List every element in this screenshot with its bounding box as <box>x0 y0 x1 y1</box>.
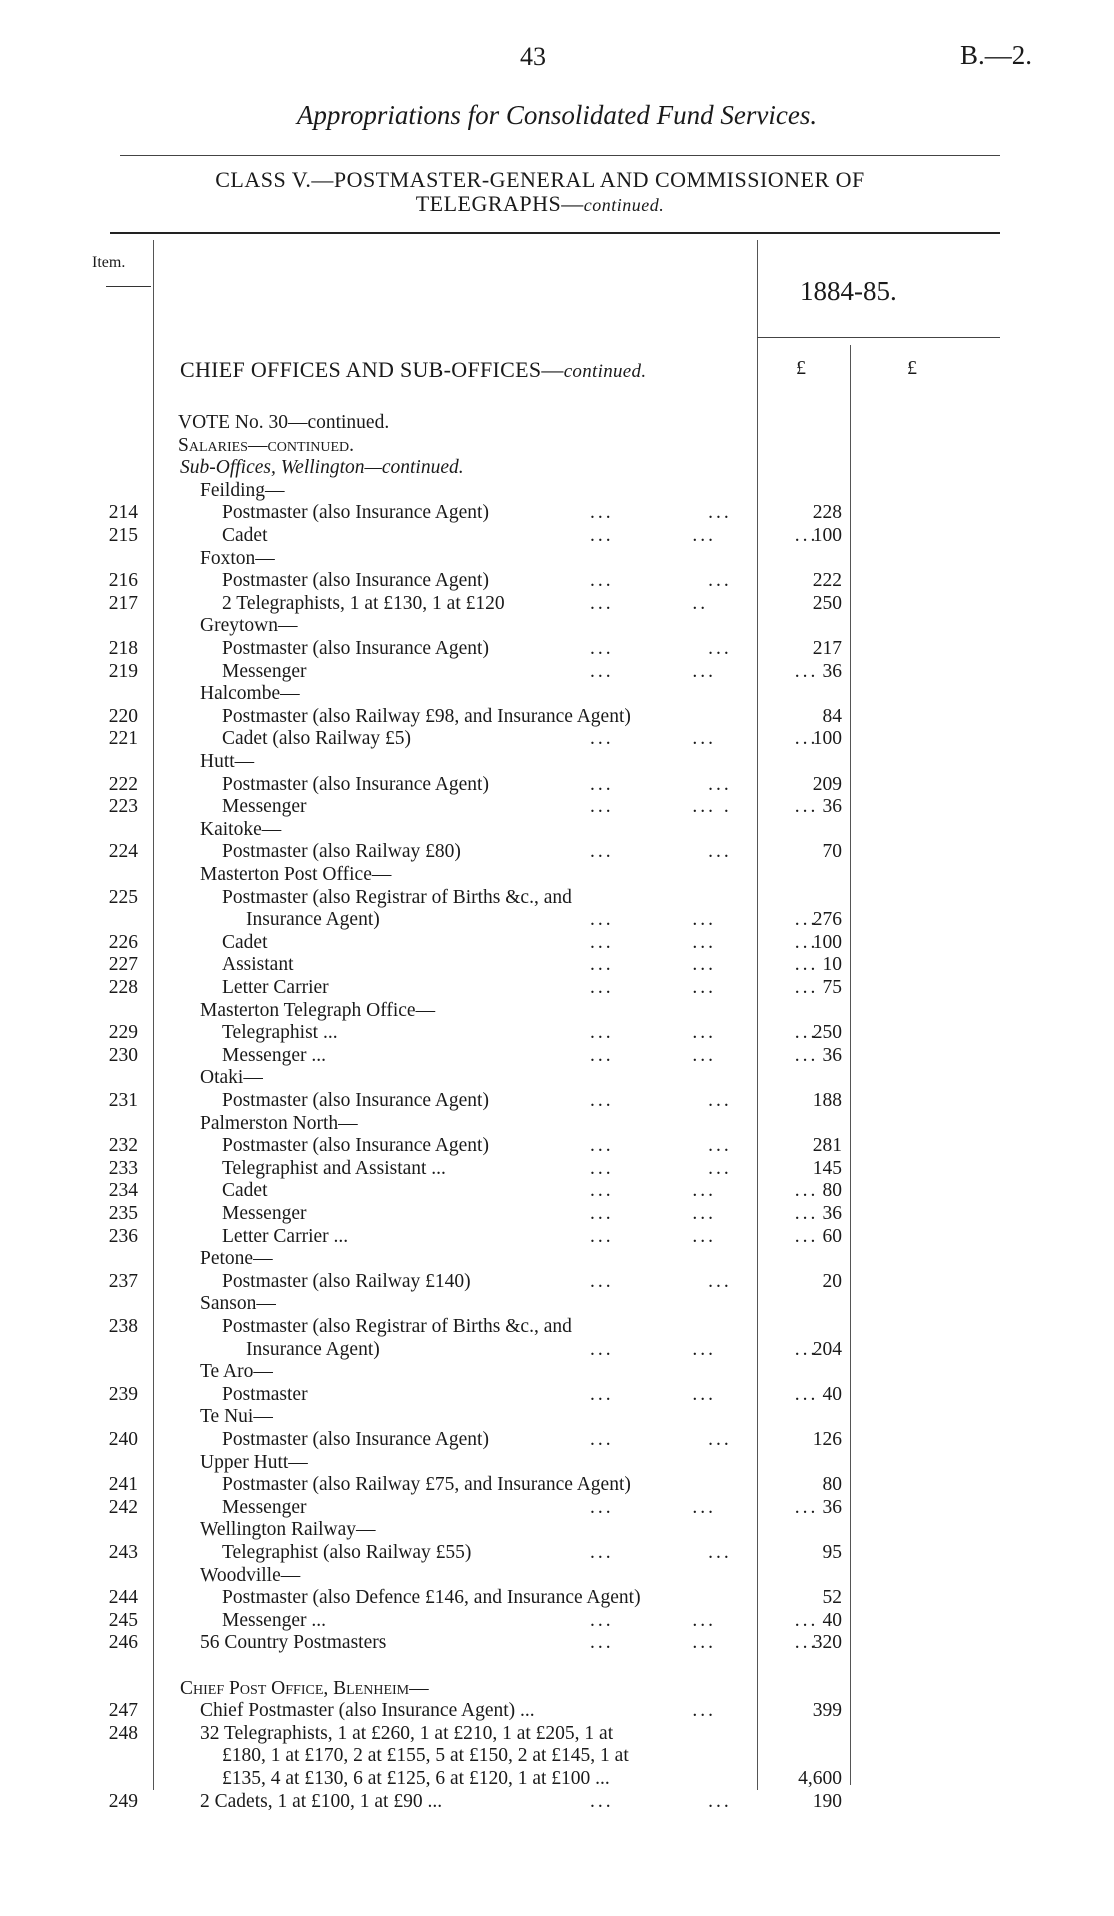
amount-value: 4,600 <box>798 1768 842 1789</box>
item-number: 221 <box>108 728 138 750</box>
table-row <box>0 1428 1114 1452</box>
table-row <box>0 1360 1114 1384</box>
currency-col2: £ <box>907 357 917 379</box>
row-label: VOTE No. 30—continued. <box>178 412 390 433</box>
table-row <box>0 1089 1114 1113</box>
row-label: Insurance Agent) <box>246 909 380 931</box>
row-label: Postmaster (also Insurance Agent) <box>222 570 489 592</box>
table-row <box>0 1722 1114 1746</box>
leader-dots: ... ... <box>590 502 732 524</box>
row-label: 56 Country Postmasters <box>200 1632 387 1654</box>
leader-dots: ... ... . ... <box>590 796 819 818</box>
row-label: Assistant <box>222 954 294 976</box>
item-number: 216 <box>108 570 138 592</box>
leader-dots: ... ... ... <box>590 1022 819 1044</box>
title-rule <box>120 155 1000 156</box>
year-header: 1884-85. <box>800 276 897 306</box>
table-row <box>0 1315 1114 1339</box>
amount-value: 228 <box>812 502 842 524</box>
row-label: Postmaster (also Insurance Agent) <box>222 773 489 795</box>
table-top-rule <box>110 232 1000 234</box>
row-label: Telegraphist ... <box>222 1022 338 1044</box>
leader-dots: ... ... ... <box>590 1044 819 1066</box>
item-number: 220 <box>108 705 138 727</box>
table-row <box>0 1744 1114 1768</box>
class-heading-line2-main: TELEGRAPHS— <box>415 191 584 216</box>
table-row <box>0 1473 1114 1497</box>
table-row <box>0 547 1114 571</box>
amount-value: 145 <box>812 1157 842 1179</box>
table-row <box>0 1338 1114 1362</box>
item-number: 246 <box>108 1632 138 1654</box>
row-label: Halcombe— <box>200 683 300 705</box>
item-number: 238 <box>108 1316 138 1337</box>
leader-dots: ... .. <box>590 592 709 614</box>
leader-dots: ... ... <box>590 1542 732 1563</box>
table-row <box>0 1496 1114 1520</box>
table-row <box>0 908 1114 932</box>
amount-value: 250 <box>812 592 842 614</box>
table-row <box>0 524 1114 548</box>
row-label: Messenger <box>222 660 307 682</box>
leader-dots: ... ... ... <box>590 660 819 682</box>
row-label: Postmaster (also Insurance Agent) <box>222 1090 489 1111</box>
amount-value: 204 <box>812 1338 842 1360</box>
leader-dots: ... ... ... <box>590 954 819 976</box>
item-number: 224 <box>108 841 138 863</box>
row-label: Letter Carrier <box>222 977 329 998</box>
table-row <box>0 1179 1114 1203</box>
amount-value: 188 <box>812 1090 842 1111</box>
row-label: Cadet (also Railway £5) <box>222 728 411 750</box>
leader-dots: ... ... ... <box>590 1225 819 1247</box>
document-reference: B.—2. <box>960 40 1033 70</box>
section-heading-main: CHIEF OFFICES AND SUB-OFFICES— <box>180 357 564 382</box>
row-label: Postmaster (also Defence £146, and Insurance Agent) <box>222 1587 641 1609</box>
table-row <box>0 1586 1114 1610</box>
row-label: Cadet <box>222 1180 268 1202</box>
amount-value: 209 <box>812 773 842 795</box>
table-row <box>0 682 1114 706</box>
leader-dots: ... <box>590 1700 716 1722</box>
item-number: 247 <box>108 1700 138 1722</box>
item-number: 245 <box>108 1609 138 1631</box>
table-row <box>0 1564 1114 1588</box>
table-row <box>0 1699 1114 1723</box>
row-label: Greytown— <box>200 615 298 637</box>
item-number: 235 <box>108 1203 138 1224</box>
item-number: 243 <box>108 1542 138 1563</box>
row-label: Postmaster (also Insurance Agent) <box>222 502 489 524</box>
row-label: Sanson— <box>200 1293 276 1315</box>
row-label: Feilding— <box>200 479 285 501</box>
row-label: Hutt— <box>200 751 255 772</box>
row-label: Postmaster (also Insurance Agent) <box>222 1429 489 1450</box>
row-label: Postmaster (also Railway £98, and Insurance Agent) <box>222 705 631 727</box>
table-row <box>0 1541 1114 1565</box>
table-row <box>0 1292 1114 1316</box>
table-row <box>0 1021 1114 1045</box>
table-row <box>0 1677 1114 1701</box>
item-number: 237 <box>108 1270 138 1292</box>
table-row <box>0 1767 1114 1791</box>
row-label: Letter Carrier ... <box>222 1225 349 1247</box>
amount-value: 95 <box>822 1542 842 1563</box>
amount-value: 190 <box>812 1790 842 1812</box>
table-row <box>0 1383 1114 1407</box>
table-row <box>0 1451 1114 1475</box>
class-heading-line2 <box>140 192 940 217</box>
item-number: 225 <box>108 886 138 908</box>
leader-dots: ... ... ... <box>590 1383 819 1405</box>
table-row <box>0 1066 1114 1090</box>
item-number: 217 <box>108 592 138 614</box>
section-heading <box>180 357 646 383</box>
amount-value: 320 <box>812 1632 842 1654</box>
row-label: 2 Telegraphists, 1 at £130, 1 at £120 <box>222 592 505 614</box>
leader-dots: ... ... <box>590 1090 732 1111</box>
row-label: 32 Telegraphists, 1 at £260, 1 at £210, 1 at £205, 1 at <box>200 1722 614 1744</box>
table-row <box>0 1518 1114 1542</box>
row-label: Postmaster (also Registrar of Births &c., and <box>222 886 572 908</box>
table-row <box>0 1631 1114 1655</box>
row-label: Cadet <box>222 525 268 546</box>
table-row <box>0 1202 1114 1226</box>
item-number: 232 <box>108 1135 138 1157</box>
item-number: 229 <box>108 1022 138 1044</box>
amount-value: 80 <box>822 1180 842 1202</box>
leader-dots: ... ... <box>590 1790 732 1812</box>
table-row <box>0 1609 1114 1633</box>
leader-dots: ... ... ... <box>590 1338 819 1360</box>
item-number: 219 <box>108 660 138 682</box>
row-label: Wellington Railway— <box>200 1519 376 1541</box>
row-label: 2 Cadets, 1 at £100, 1 at £90 ... <box>200 1790 443 1812</box>
leader-dots: ... ... ... <box>590 1180 819 1202</box>
table-row <box>0 886 1114 910</box>
table-row <box>0 614 1114 638</box>
section-heading-cont: continued. <box>563 361 647 382</box>
amount-value: 250 <box>812 1022 842 1044</box>
row-label: Postmaster (also Railway £75, and Insurance Agent) <box>222 1474 631 1496</box>
table-row <box>0 456 1114 480</box>
item-number: 241 <box>108 1474 138 1496</box>
row-label: Messenger <box>222 796 307 818</box>
year-underline <box>757 337 1000 338</box>
amount-value: 52 <box>822 1587 842 1609</box>
item-number: 231 <box>108 1090 138 1111</box>
table-row <box>0 750 1114 774</box>
page-title: Appropriations for Consolidated Fund Services. <box>296 100 818 130</box>
amount-value: 80 <box>822 1474 842 1496</box>
row-label: Postmaster (also Insurance Agent) <box>222 638 489 659</box>
leader-dots: ... ... ... <box>590 1632 819 1654</box>
row-label: Masterton Telegraph Office— <box>200 999 436 1021</box>
amount-value: 84 <box>822 705 842 727</box>
table-row <box>0 999 1114 1023</box>
item-number: 215 <box>108 525 138 546</box>
table-row <box>0 1225 1114 1249</box>
amount-value: 281 <box>812 1135 842 1157</box>
leader-dots: ... ... <box>590 1157 732 1179</box>
row-label: Otaki— <box>200 1067 263 1089</box>
item-number: 234 <box>108 1180 138 1202</box>
amount-value: 100 <box>812 525 842 546</box>
table-row <box>0 660 1114 684</box>
page-number: 43 <box>520 42 546 71</box>
amount-value: 399 <box>812 1700 842 1722</box>
row-label: £180, 1 at £170, 2 at £155, 5 at £150, 2 at £145, 1 at <box>222 1745 629 1767</box>
table-row <box>0 953 1114 977</box>
item-number: 248 <box>108 1722 138 1744</box>
amount-value: 222 <box>812 570 842 592</box>
amount-value: 100 <box>812 728 842 750</box>
item-number: 214 <box>108 502 138 524</box>
table-row <box>0 1247 1114 1271</box>
row-label: Upper Hutt— <box>200 1451 308 1473</box>
amount-value: 276 <box>812 909 842 931</box>
amount-value: 36 <box>822 1044 842 1066</box>
table-row <box>0 795 1114 819</box>
row-label: Sub-Offices, Wellington—continued. <box>180 457 464 479</box>
row-label: Postmaster <box>222 1383 308 1405</box>
row-label: Chief Postmaster (also Insurance Agent) ... <box>200 1700 535 1722</box>
leader-dots: ... ... <box>590 1270 732 1292</box>
table-row <box>0 434 1114 458</box>
table-row <box>0 1405 1114 1429</box>
item-number: 240 <box>108 1429 138 1450</box>
table-row <box>0 976 1114 1000</box>
leader-dots: ... ... <box>590 638 732 659</box>
leader-dots: ... ... ... <box>590 1496 819 1518</box>
row-label: Salaries—continued. <box>178 434 354 456</box>
table-row <box>0 818 1114 842</box>
currency-col1: £ <box>796 357 806 379</box>
amount-value: 217 <box>812 638 842 659</box>
table-row <box>0 1134 1114 1158</box>
item-number: 244 <box>108 1587 138 1609</box>
item-number: 222 <box>108 773 138 795</box>
row-label: Messenger <box>222 1496 307 1518</box>
row-label: Telegraphist (also Railway £55) <box>222 1542 472 1563</box>
row-label: Telegraphist and Assistant ... <box>222 1157 446 1179</box>
row-label: Postmaster (also Registrar of Births &c., and <box>222 1316 572 1337</box>
table-row <box>0 1270 1114 1294</box>
leader-dots: ... ... <box>590 773 732 795</box>
leader-dots: ... ... <box>590 841 732 863</box>
amount-value: 75 <box>822 977 842 998</box>
amount-value: 20 <box>822 1270 842 1292</box>
table-row <box>0 569 1114 593</box>
leader-dots: ... ... ... <box>590 909 819 931</box>
leader-dots: ... ... <box>590 1135 732 1157</box>
item-number: 249 <box>108 1790 138 1812</box>
item-number: 242 <box>108 1496 138 1518</box>
row-label: Te Aro— <box>200 1361 273 1383</box>
amount-value: 36 <box>822 796 842 818</box>
amount-value: 70 <box>822 841 842 863</box>
amount-value: 60 <box>822 1225 842 1247</box>
amount-value: 10 <box>822 954 842 976</box>
class-heading-line1: CLASS V.—POSTMASTER-GENERAL AND COMMISSIONER OF <box>215 167 865 192</box>
item-number: 218 <box>108 638 138 659</box>
item-column-header: Item. <box>92 254 126 271</box>
leader-dots: ... ... ... <box>590 1203 819 1224</box>
class-heading-line2-cont: continued. <box>583 195 665 215</box>
row-label: Palmerston North— <box>200 1112 358 1134</box>
table-row <box>0 501 1114 525</box>
item-number: 228 <box>108 977 138 998</box>
table-row <box>0 863 1114 887</box>
item-header-underline <box>106 286 151 287</box>
row-label: Messenger ... <box>222 1609 326 1631</box>
leader-dots: ... ... ... <box>590 977 819 998</box>
table-row <box>0 1790 1114 1814</box>
leader-dots: ... ... ... <box>590 931 819 953</box>
row-label: Cadet <box>222 931 268 953</box>
row-label: Messenger ... <box>222 1044 326 1066</box>
item-number: 239 <box>108 1383 138 1405</box>
row-label: Insurance Agent) <box>246 1338 380 1360</box>
row-label: Postmaster (also Railway £140) <box>222 1270 471 1292</box>
row-label: Masterton Post Office— <box>200 864 392 885</box>
table-row <box>0 411 1114 435</box>
item-number: 236 <box>108 1225 138 1247</box>
leader-dots: ... ... <box>590 570 732 592</box>
amount-value: 126 <box>812 1429 842 1450</box>
table-row <box>0 705 1114 729</box>
table-row <box>0 592 1114 616</box>
row-label: £135, 4 at £130, 6 at £125, 6 at £120, 1 at £100 ... <box>222 1768 610 1789</box>
item-number: 223 <box>108 796 138 818</box>
row-label: Chief Post Office, Blenheim— <box>180 1677 429 1699</box>
table-row <box>0 1157 1114 1181</box>
amount-value: 36 <box>822 1203 842 1224</box>
leader-dots: ... ... ... <box>590 1609 819 1631</box>
table-row <box>0 479 1114 503</box>
row-label: Messenger <box>222 1203 307 1224</box>
table-row <box>0 727 1114 751</box>
item-number: 233 <box>108 1157 138 1179</box>
row-label: Woodville— <box>200 1564 301 1586</box>
row-label: Postmaster (also Railway £80) <box>222 841 461 863</box>
table-row <box>0 931 1114 955</box>
item-number: 230 <box>108 1044 138 1066</box>
row-label: Foxton— <box>200 547 275 569</box>
row-label: Petone— <box>200 1248 273 1270</box>
table-row <box>0 773 1114 797</box>
table-row <box>0 840 1114 864</box>
item-number: 226 <box>108 931 138 953</box>
amount-value: 36 <box>822 660 842 682</box>
item-number: 227 <box>108 954 138 976</box>
table-row <box>0 1654 1114 1678</box>
amount-value: 40 <box>822 1609 842 1631</box>
leader-dots: ... ... <box>590 1429 732 1450</box>
class-heading <box>140 168 940 217</box>
amount-value: 36 <box>822 1496 842 1518</box>
table-row <box>0 1044 1114 1068</box>
row-label: Kaitoke— <box>200 818 282 840</box>
row-label: Postmaster (also Insurance Agent) <box>222 1135 489 1157</box>
amount-value: 100 <box>812 931 842 953</box>
leader-dots: ... ... ... <box>590 728 819 750</box>
table-row <box>0 637 1114 661</box>
amount-value: 40 <box>822 1383 842 1405</box>
row-label: Te Nui— <box>200 1406 273 1428</box>
leader-dots: ... ... ... <box>590 525 819 546</box>
table-row <box>0 1112 1114 1136</box>
